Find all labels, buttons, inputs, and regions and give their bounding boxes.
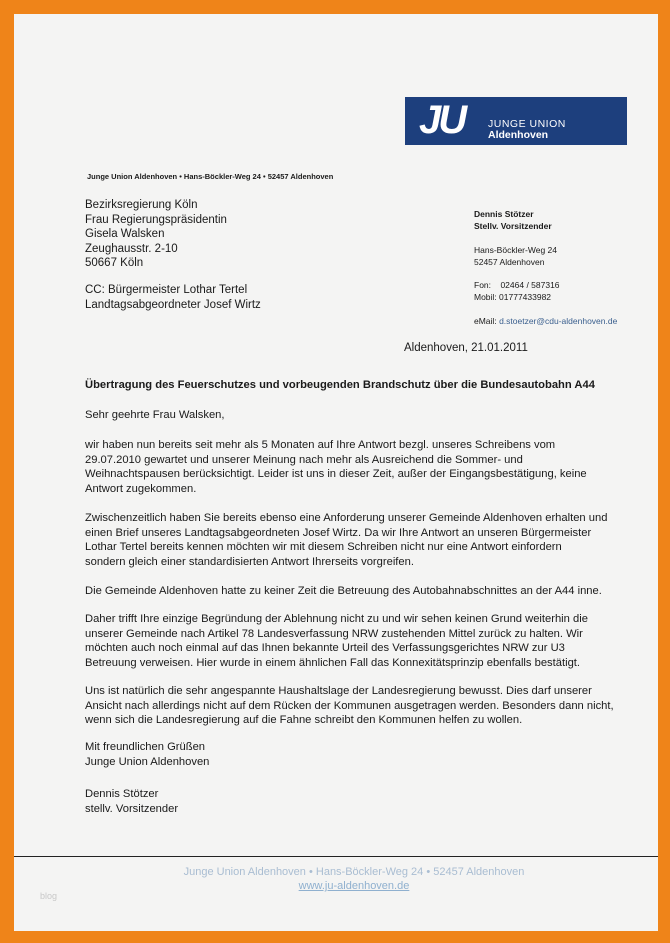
sender-line: Junge Union Aldenhoven • Hans-Böckler-Weg 24 • 52457 Aldenhoven (87, 172, 334, 181)
recipient-line: Bezirksregierung Köln (85, 199, 198, 211)
text-line: Junge Union Aldenhoven (85, 755, 210, 768)
contact-role: Stellv. Vorsitzender (474, 221, 552, 231)
contact-mobile: Mobil: 01777433982 (474, 292, 552, 302)
recipient-line: Zeughausstr. 2-10 (85, 242, 178, 255)
logo-line1: JUNGE UNION (488, 118, 566, 130)
text-line: einen Brief unseres Landtagsabgeordneten Josef Wirtz. Da wir Ihre Antwort an unseren Bürgermeister (85, 526, 592, 539)
cc-line: CC: Bürgermeister Lothar Tertel (85, 284, 248, 296)
ju-logo (405, 97, 627, 145)
contact-phone: Fon: 02464 / 587316 (474, 280, 560, 290)
watermark: blog (40, 891, 58, 901)
text-line: Mit freundlichen Grüßen (85, 741, 206, 753)
text-line: unserer Gemeinde nach Artikel 78 Landesverfassung NRW zustehenden Mittel zurück zu halten. Wir (85, 627, 583, 640)
recipient-address (85, 198, 227, 271)
paragraph (85, 438, 587, 496)
contact-street: Hans-Böckler-Weg 24 (474, 245, 557, 255)
logo-mark: JU (419, 98, 465, 142)
text-line: wir haben nun bereits seit mehr als 5 Monaten auf Ihre Antwort bezgl. unseres Schreibens vom (85, 439, 556, 451)
recipient-line: 50667 Köln (85, 257, 144, 269)
paragraph (85, 584, 602, 599)
text-line: Weihnachtspausen berücksichtigt. Leider ist uns in dieser Zeit, außer der Eingangsbestätigung, keine (85, 468, 587, 481)
text-line: Antwort zugekommen. (85, 482, 197, 495)
contact-block (474, 208, 617, 327)
text-line: 29.07.2010 gewartet und unserer Meinung nach mehr als Ausreichend die Sommer- und (85, 453, 523, 466)
recipient-line: Frau Regierungspräsidentin (85, 213, 227, 226)
email-label: eMail: (474, 316, 497, 326)
letter-date: Aldenhoven, 21.01.2011 (404, 342, 528, 354)
contact-name: Dennis Stötzer (474, 209, 534, 219)
text-line: Zwischenzeitlich haben Sie bereits ebenso eine Anforderung unserer Gemeinde Aldenhoven erhalten und (85, 512, 608, 524)
cc-line: Landtagsabgeordneter Josef Wirtz (85, 298, 261, 311)
text-line: Die Gemeinde Aldenhoven hatte zu keiner Zeit die Betreuung des Autobahnabschnittes an der A44 inne. (85, 585, 602, 597)
cc-block (85, 283, 261, 312)
text-line: Daher trifft Ihre einzige Begründung der Ablehnung nicht zu und wir sehen keinen Grund weiterhin die (85, 613, 588, 625)
footer-website-link[interactable]: www.ju-aldenhoven.de (298, 880, 410, 892)
letter-page (14, 14, 658, 931)
paragraph (85, 612, 588, 670)
footer-divider (14, 856, 658, 857)
text-line: wenn sich die Landesregierung auf die Fahne schreibt den Kommunen helfen zu wollen. (85, 714, 523, 727)
text-line: sondern gleich einer standardisierten Antwort Ihrerseits vorgreifen. (85, 555, 414, 568)
recipient-line: Gisela Walsken (85, 228, 165, 240)
salutation: Sehr geehrte Frau Walsken, (85, 409, 225, 421)
contact-email[interactable]: d.stoetzer@cdu-aldenhoven.de (499, 316, 618, 326)
text-line: möchten auch noch einmal auf das Ihnen bekannte Urteil des Verfassungsgerichtes NRW zur U3 (85, 642, 565, 655)
signature (85, 787, 178, 816)
text-line: Ansicht nach allerdings nicht auf dem Rücken der Kommunen ausgetragen werden. Besonders dann nicht, (85, 699, 614, 712)
logo-line2: Aldenhoven (488, 129, 549, 141)
text-line: Betreuung verweisen. Hier wurde in einem ähnlichen Fall das Konnexitätsprinzip ebenfalls bestätigt. (85, 656, 581, 669)
letter-subject: Übertragung des Feuerschutzes und vorbeugenden Brandschutz über die Bundesautobahn A44 (85, 379, 595, 391)
footer-address: Junge Union Aldenhoven • Hans-Böckler-Weg 24 • 52457 Aldenhoven (183, 866, 525, 878)
text-line: stellv. Vorsitzender (85, 802, 179, 815)
paragraph (85, 684, 614, 728)
paragraph (85, 511, 607, 569)
contact-city: 52457 Aldenhoven (474, 257, 545, 267)
text-line: Lothar Tertel bereits kennen möchten wir mit diesem Schreiben nicht nur eine Antwort einfordern (85, 541, 562, 554)
text-line: Dennis Stötzer (85, 788, 159, 800)
closing (85, 740, 209, 769)
text-line: Uns ist natürlich die sehr angespannte Haushaltslage der Landesregierung bewusst. Dies darf unserer (85, 685, 592, 697)
